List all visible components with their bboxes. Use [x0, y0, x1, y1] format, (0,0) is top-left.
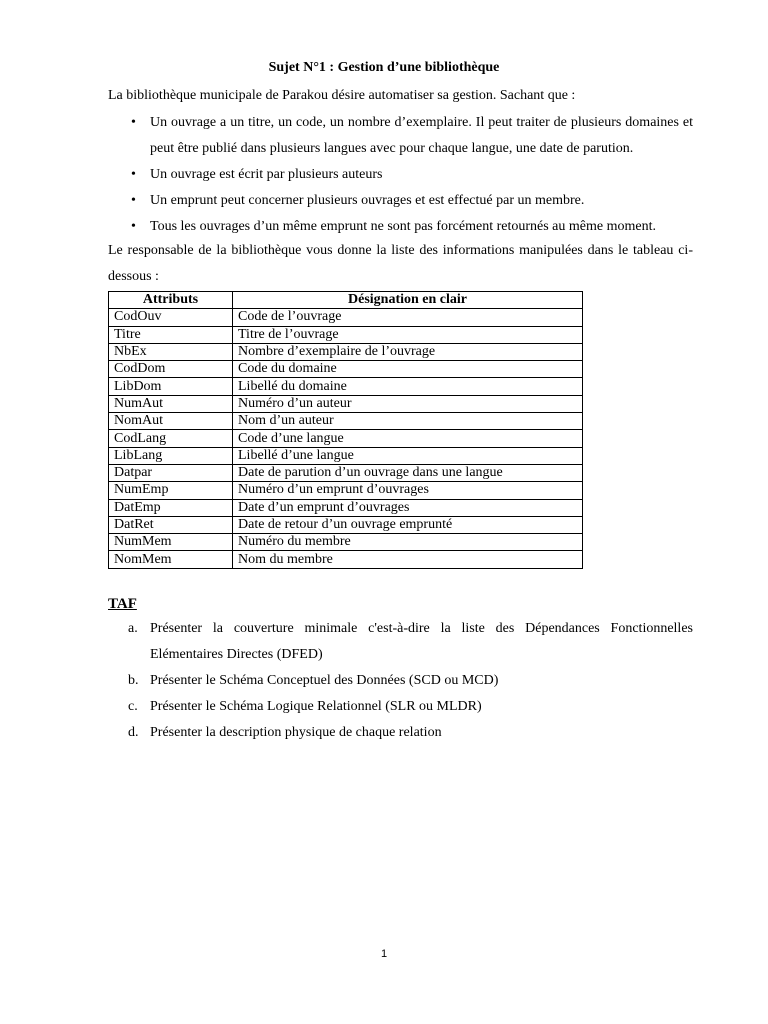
attribute-cell: NumMem	[109, 534, 233, 551]
list-item	[108, 720, 693, 746]
list-item	[108, 110, 693, 162]
attributes-table	[108, 291, 583, 569]
designation-cell: Nom du membre	[233, 551, 583, 568]
designation-cell: Date de retour d’un ouvrage emprunté	[233, 516, 583, 533]
bullet-icon: •	[131, 219, 136, 234]
task-marker: d.	[128, 725, 139, 740]
attribute-cell: NumAut	[109, 395, 233, 412]
table-row	[109, 395, 583, 412]
taf-heading: TAF	[108, 596, 137, 612]
designation-cell: Numéro du membre	[233, 534, 583, 551]
attribute-cell: NomMem	[109, 551, 233, 568]
list-item	[108, 616, 693, 668]
bullet-icon: •	[131, 167, 136, 182]
designation-cell: Numéro d’un emprunt d’ouvrages	[233, 482, 583, 499]
task-marker: a.	[128, 621, 138, 636]
list-item-text: Un ouvrage a un titre, un code, un nombre d’exemplaire. Il peut traiter de plusieurs domaines et peut être publié dans plusieurs langues avec pour chaque langue, une date de parution.	[150, 115, 693, 156]
list-item	[108, 188, 693, 214]
bullet-icon: •	[131, 193, 136, 208]
table-intro-paragraph: Le responsable de la bibliothèque vous donne la liste des informations manipulées dans le tableau ci-dessous :	[108, 243, 693, 284]
attribute-cell: LibDom	[109, 378, 233, 395]
bullet-icon: •	[131, 115, 136, 130]
column-header-attributs: Attributs	[109, 292, 233, 309]
designation-cell: Code d’une langue	[233, 430, 583, 447]
attribute-cell: Datpar	[109, 464, 233, 481]
list-item-text: Un ouvrage est écrit par plusieurs auteurs	[150, 167, 383, 182]
task-marker: b.	[128, 673, 139, 688]
table-header-row	[109, 292, 583, 309]
designation-cell: Code de l’ouvrage	[233, 309, 583, 326]
table-row	[109, 447, 583, 464]
attribute-cell: CodDom	[109, 361, 233, 378]
list-item	[108, 214, 693, 240]
list-item	[108, 694, 693, 720]
table-row	[109, 413, 583, 430]
table-row	[109, 309, 583, 326]
attribute-cell: NumEmp	[109, 482, 233, 499]
table-row	[109, 343, 583, 360]
task-text: Présenter le Schéma Logique Relationnel (SLR ou MLDR)	[150, 699, 482, 714]
list-item-text: Un emprunt peut concerner plusieurs ouvrages et est effectué par un membre.	[150, 193, 585, 208]
designation-cell: Nom d’un auteur	[233, 413, 583, 430]
task-text: Présenter la description physique de chaque relation	[150, 725, 442, 740]
table-row	[109, 516, 583, 533]
attribute-cell: LibLang	[109, 447, 233, 464]
task-marker: c.	[128, 699, 138, 714]
table-row	[109, 534, 583, 551]
designation-cell: Titre de l’ouvrage	[233, 326, 583, 343]
designation-cell: Libellé du domaine	[233, 378, 583, 395]
table-row	[109, 361, 583, 378]
table-row	[109, 551, 583, 568]
list-item	[108, 668, 693, 694]
task-text: Présenter la couverture minimale c'est-à-dire la liste des Dépendances Fonctionnelles Elémentaires Directes (DFED)	[150, 621, 693, 662]
designation-cell: Nombre d’exemplaire de l’ouvrage	[233, 343, 583, 360]
attribute-cell: DatRet	[109, 516, 233, 533]
attribute-cell: CodLang	[109, 430, 233, 447]
table-row	[109, 430, 583, 447]
page-number: 1	[380, 948, 388, 960]
intro-paragraph: La bibliothèque municipale de Parakou désire automatiser sa gestion. Sachant que :	[108, 88, 576, 103]
designation-cell: Date de parution d’un ouvrage dans une langue	[233, 464, 583, 481]
table-row	[109, 326, 583, 343]
table-row	[109, 482, 583, 499]
table-row	[109, 464, 583, 481]
designation-cell: Code du domaine	[233, 361, 583, 378]
attribute-cell: NbEx	[109, 343, 233, 360]
list-item-text: Tous les ouvrages d’un même emprunt ne sont pas forcément retournés au même moment.	[150, 219, 656, 234]
list-item	[108, 162, 693, 188]
page-title: Sujet N°1 : Gestion d’une bibliothèque	[268, 60, 500, 75]
table-row	[109, 378, 583, 395]
tasks-list	[108, 616, 693, 746]
attribute-cell: CodOuv	[109, 309, 233, 326]
attribute-cell: DatEmp	[109, 499, 233, 516]
task-text: Présenter le Schéma Conceptuel des Données (SCD ou MCD)	[150, 673, 499, 688]
requirements-list	[108, 110, 693, 240]
designation-cell: Numéro d’un auteur	[233, 395, 583, 412]
table-row	[109, 499, 583, 516]
designation-cell: Libellé d’une langue	[233, 447, 583, 464]
attribute-cell: NomAut	[109, 413, 233, 430]
column-header-designation: Désignation en clair	[233, 292, 583, 309]
designation-cell: Date d’un emprunt d’ouvrages	[233, 499, 583, 516]
attribute-cell: Titre	[109, 326, 233, 343]
